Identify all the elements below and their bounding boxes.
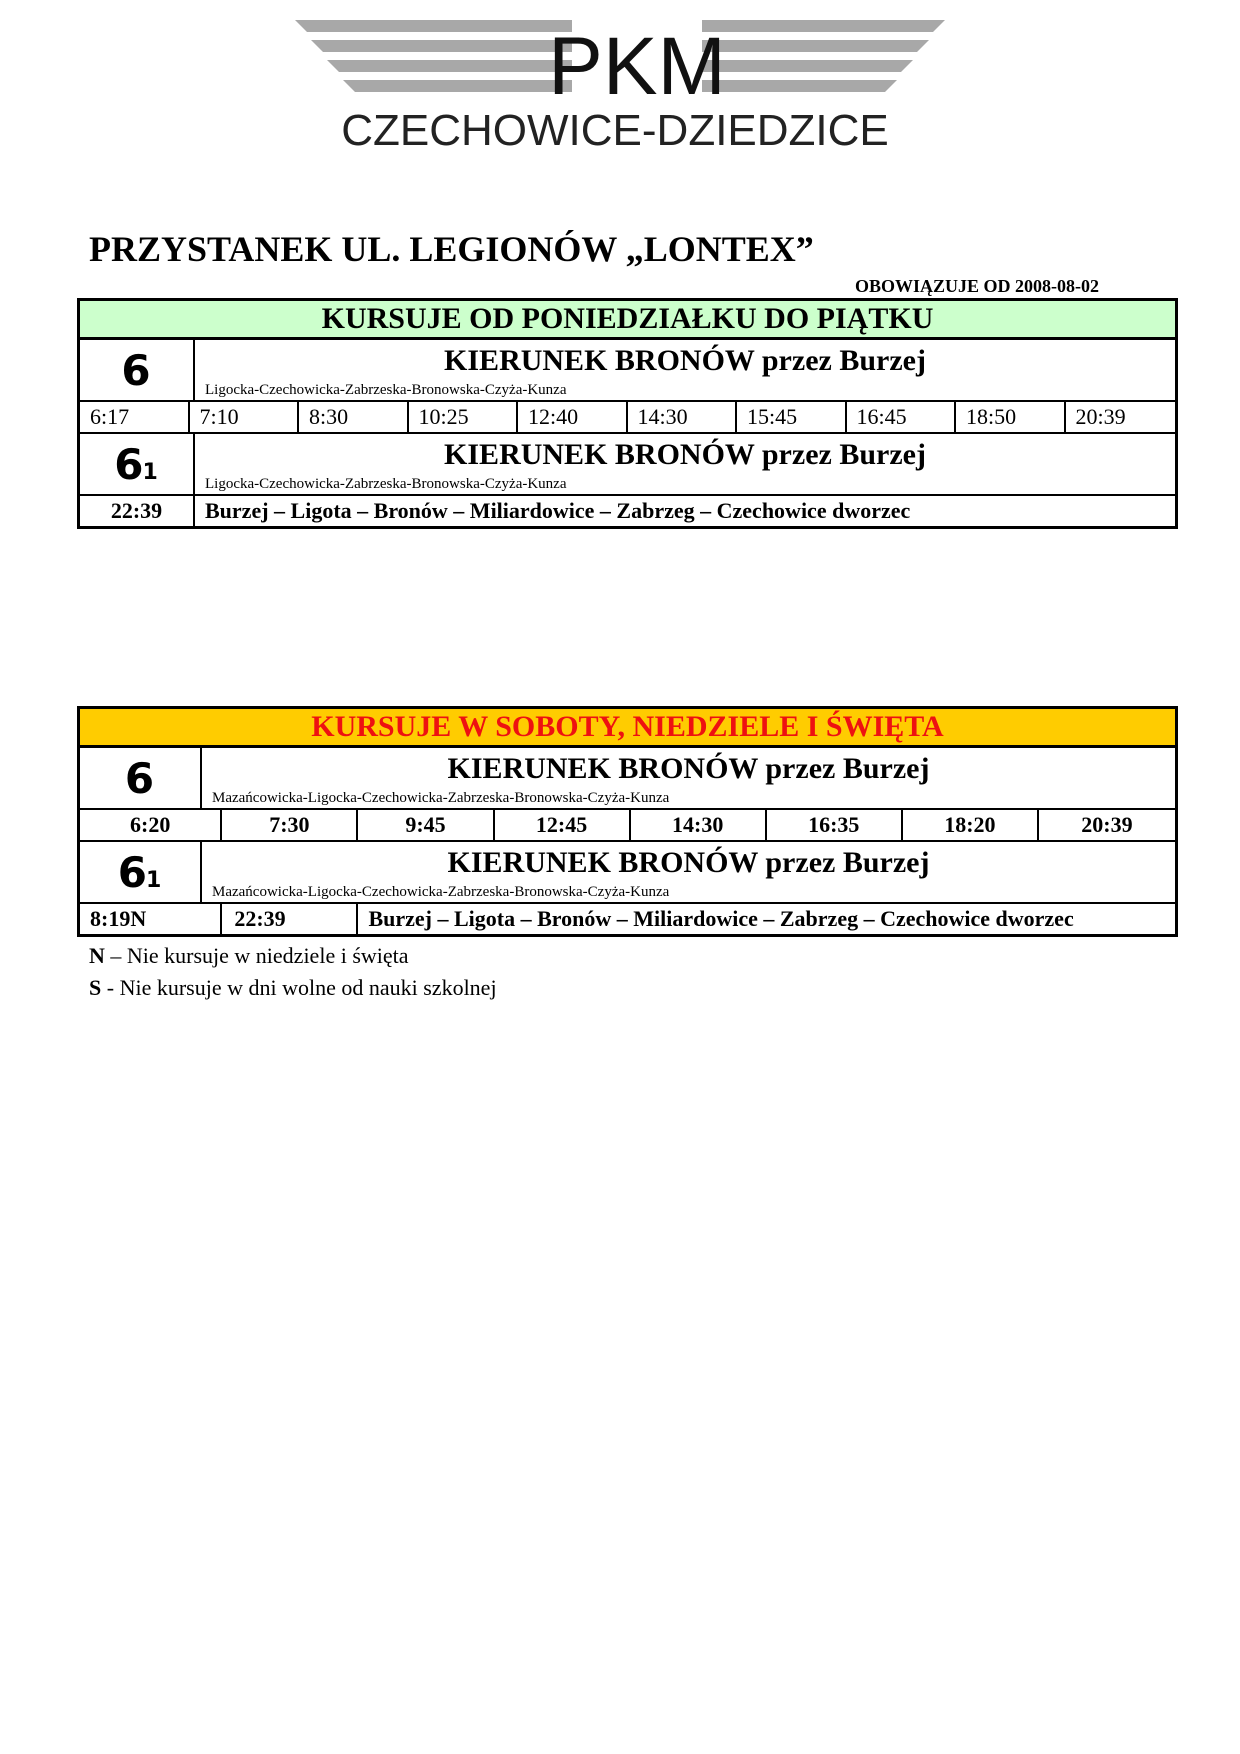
route-via: Burzej – Ligota – Bronów – Miliardowice – Zabrzeg – Czechowice dworzec: [205, 498, 911, 523]
line-6-header: [80, 340, 1175, 402]
departure-time: 12:40: [518, 402, 628, 432]
departure-time: 15:45: [737, 402, 847, 432]
line-6-header: [80, 748, 1175, 810]
line-direction: KIERUNEK BRONÓW przez Burzej: [447, 752, 930, 785]
departure-time: 9:45: [358, 810, 494, 840]
footnote-code: N: [89, 943, 105, 968]
departure-time: 8:30: [299, 402, 409, 432]
line-number-main: 6: [117, 847, 148, 897]
footnote-text: – Nie kursuje w niedziele i święta: [104, 943, 409, 968]
weekend-timetable: [77, 706, 1178, 937]
departure-time: 12:45: [495, 810, 631, 840]
line-number: [80, 434, 195, 494]
line-direction: KIERUNEK BRONÓW przez Burzej: [444, 438, 926, 471]
departure-time: 6:20: [80, 810, 222, 840]
departure-time: 10:25: [409, 402, 519, 432]
line-number: [80, 748, 202, 808]
line-number-main: 6: [121, 345, 152, 395]
line-direction: KIERUNEK BRONÓW przez Burzej: [444, 344, 926, 377]
line-info: [202, 842, 1175, 902]
logo-city: CZECHOWICE-DZIEDZICE: [341, 106, 889, 148]
line-route: Ligocka-Czechowicka-Zabrzeska-Bronowska-Czyża-Kunza: [205, 382, 567, 398]
line-6-times: [80, 810, 1175, 842]
departure-time: 16:35: [767, 810, 903, 840]
line-info: [202, 748, 1175, 808]
departure-time: 14:30: [631, 810, 767, 840]
line-number-sub: 1: [145, 867, 163, 893]
departure-time: 7:30: [222, 810, 358, 840]
departure-time: 20:39: [1081, 812, 1133, 837]
line-number: [80, 340, 195, 400]
footnote-code: S: [89, 975, 102, 1000]
stop-title: PRZYSTANEK UL. LEGIONÓW „LONTEX”: [89, 229, 814, 269]
line-route: Mazańcowicka-Ligocka-Czechowicka-Zabrzeska-Bronowska-Czyża-Kunza: [212, 790, 670, 806]
line-61-header: [80, 434, 1175, 496]
line-number-sub: 1: [142, 459, 159, 485]
footnote: [89, 940, 497, 972]
line-number-main: 6: [124, 753, 156, 803]
departure-time: 18:20: [903, 810, 1039, 840]
departure-time: 22:39: [222, 904, 358, 934]
departure-time: 7:10: [190, 402, 300, 432]
line-61-header: [80, 842, 1175, 904]
weekday-timetable: [77, 298, 1178, 529]
route-via: Burzej – Ligota – Bronów – Miliardowice – Zabrzeg – Czechowice dworzec: [368, 906, 1074, 931]
weekend-header: KURSUJE W SOBOTY, NIEDZIELE I ŚWIĘTA: [80, 709, 1175, 748]
line-number: [80, 842, 202, 902]
line-route: Ligocka-Czechowicka-Zabrzeska-Bronowska-Czyża-Kunza: [205, 476, 567, 492]
line-info: [195, 340, 1175, 400]
pkm-logo: [295, 18, 945, 148]
weekday-header: KURSUJE OD PONIEDZIAŁKU DO PIĄTKU: [80, 301, 1175, 340]
footnote: [89, 972, 497, 1004]
line-direction: KIERUNEK BRONÓW przez Burzej: [447, 846, 930, 879]
line-number-main: 6: [114, 439, 145, 489]
departure-time: 18:50: [956, 402, 1066, 432]
departure-time: 20:39: [1075, 404, 1126, 429]
departure-time: 16:45: [847, 402, 957, 432]
footnotes: [89, 940, 497, 1004]
departure-time: 8:19N: [80, 904, 222, 934]
line-61-times: [80, 904, 1175, 934]
valid-from-date: OBOWIĄZUJE OD 2008-08-02: [855, 276, 1100, 296]
logo-brand: PKM: [548, 21, 726, 112]
footnote-text: - Nie kursuje w dni wolne od nauki szkolnej: [101, 975, 497, 1000]
line-6-times: [80, 402, 1175, 434]
departure-time: 22:39: [80, 496, 195, 526]
line-61-times: [80, 496, 1175, 526]
departure-time: 6:17: [80, 402, 190, 432]
line-info: [195, 434, 1175, 494]
line-route: Mazańcowicka-Ligocka-Czechowicka-Zabrzeska-Bronowska-Czyża-Kunza: [212, 884, 670, 900]
departure-time: 14:30: [628, 402, 738, 432]
